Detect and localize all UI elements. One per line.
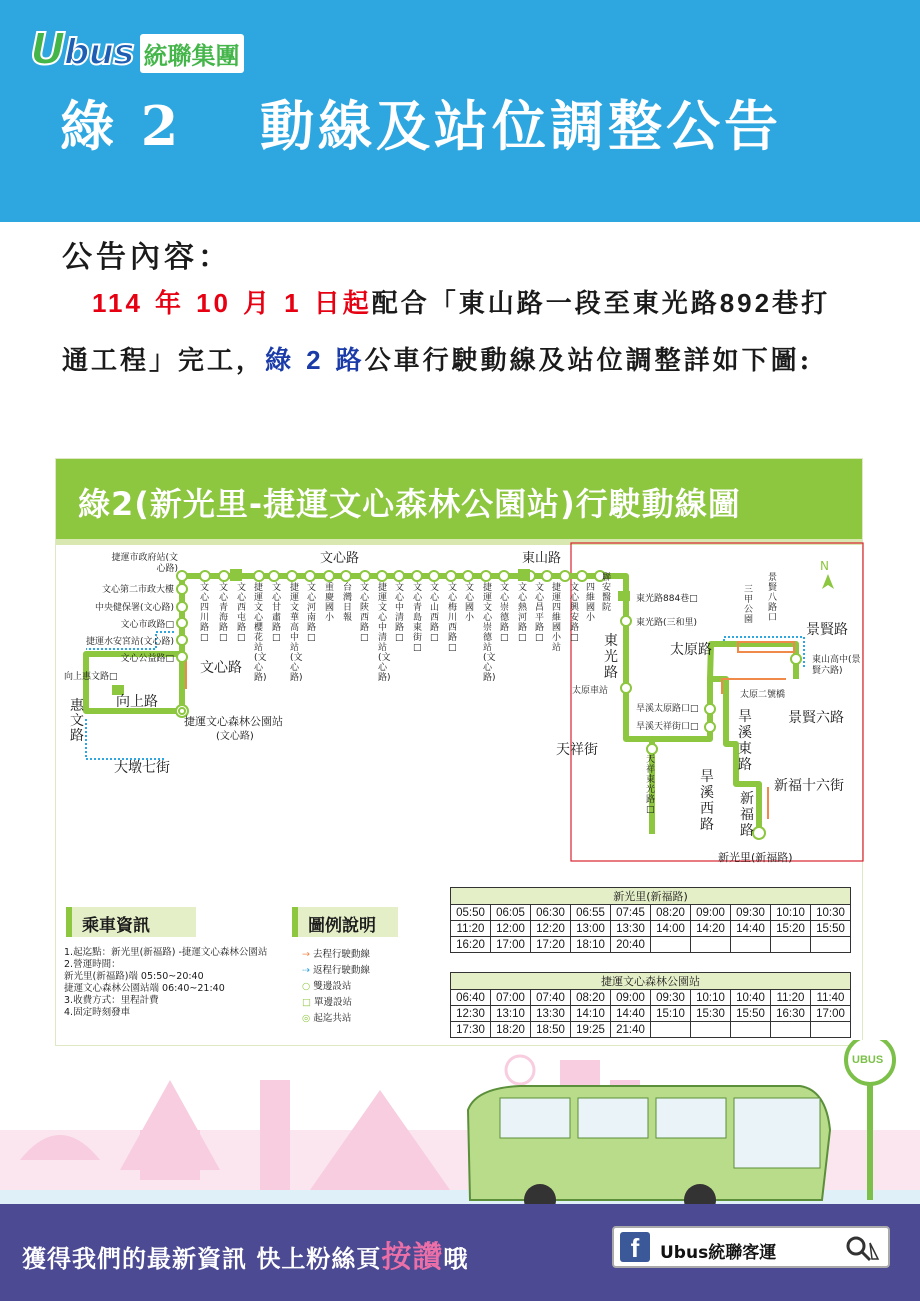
stop-label: 旱溪太原路口□ bbox=[636, 704, 699, 714]
terminal-mrt-sub: (文心路) bbox=[216, 731, 254, 742]
time-cell: 14:40 bbox=[611, 1006, 651, 1022]
legend-item bbox=[302, 1011, 370, 1027]
notice-text-4: 公車行駛動線及站位調整詳如下圖: bbox=[364, 346, 813, 376]
time-cell bbox=[691, 1022, 731, 1038]
stop-label: 文心熱河路□ bbox=[518, 583, 528, 643]
stop-label: 文心昌平路□ bbox=[535, 583, 545, 643]
time-cell: 11:40 bbox=[811, 990, 851, 1006]
rider-info-heading: 乘車資訊 bbox=[66, 907, 196, 937]
notice-day-unit: 日起 bbox=[313, 289, 372, 319]
stop-label: 天祥東光路□ bbox=[646, 755, 656, 815]
north-arrow bbox=[822, 574, 834, 589]
stop-label: 聯安醫院 bbox=[602, 573, 612, 613]
time-cell bbox=[651, 1022, 691, 1038]
time-cell bbox=[731, 937, 771, 953]
table-row bbox=[451, 937, 851, 953]
time-cell: 15:10 bbox=[651, 1006, 691, 1022]
time-cell bbox=[771, 1022, 811, 1038]
stop-label: 旱溪天祥街口□ bbox=[636, 722, 699, 732]
stop-label: 文心市政路□ bbox=[120, 620, 174, 630]
rider-info-line: 3.收費方式：里程計費 bbox=[64, 995, 159, 1006]
time-cell: 17:00 bbox=[491, 937, 531, 953]
time-cell: 12:30 bbox=[451, 1006, 491, 1022]
time-cell: 17:00 bbox=[811, 1006, 851, 1022]
legend-item bbox=[302, 995, 370, 1011]
time-cell: 10:10 bbox=[691, 990, 731, 1006]
time-cell: 09:00 bbox=[691, 905, 731, 921]
road-jingxian: 景賢路 bbox=[806, 622, 848, 638]
top-stop-labels bbox=[166, 573, 616, 703]
footer-text-c: 哦 bbox=[443, 1245, 469, 1273]
notice-year-unit: 年 bbox=[155, 289, 185, 319]
map-title: 綠2(新光里-捷運文心森林公園站)行駛動線圖 bbox=[78, 485, 741, 523]
stop-label: 東山高中(景賢六路) bbox=[812, 655, 861, 676]
notice-heading: 公告內容： bbox=[62, 240, 232, 275]
outbound-arrow-icon: → bbox=[302, 949, 310, 960]
time-cell: 12:00 bbox=[491, 921, 531, 937]
road-dongshan: 東山路 bbox=[522, 551, 562, 566]
rider-info-line: 4.固定時刻發車 bbox=[64, 1007, 131, 1018]
terminal-mrt: 捷運文心森林公園站 bbox=[184, 715, 283, 728]
time-cell: 12:20 bbox=[531, 921, 571, 937]
legend-heading: 圖例說明 bbox=[292, 907, 398, 937]
time-cell: 17:30 bbox=[451, 1022, 491, 1038]
time-cell: 07:00 bbox=[491, 990, 531, 1006]
road-dongguang: 東光路 bbox=[604, 633, 618, 681]
road-xinfu16: 新福十六街 bbox=[774, 778, 844, 794]
decorative-scenery bbox=[0, 1040, 920, 1204]
notice-route-b: 路 bbox=[335, 346, 365, 376]
notice-day: 1 bbox=[284, 288, 302, 318]
stop-label: 捷運文華高中站(文心路) bbox=[290, 583, 303, 683]
time-cell: 16:20 bbox=[451, 937, 491, 953]
notice-line-1 bbox=[92, 290, 830, 317]
time-cell: 14:00 bbox=[651, 921, 691, 937]
time-cell bbox=[651, 937, 691, 953]
ubus-logo bbox=[30, 24, 244, 75]
stop-label: 捷運文心中清站(文心路) bbox=[378, 583, 391, 683]
time-cell: 08:20 bbox=[571, 990, 611, 1006]
terminal-stop-icon: ◎ bbox=[302, 1013, 311, 1024]
time-cell: 15:30 bbox=[691, 1006, 731, 1022]
table-row bbox=[451, 905, 851, 921]
time-cell: 07:45 bbox=[611, 905, 651, 921]
route-map bbox=[55, 458, 863, 1046]
time-cell: 17:20 bbox=[531, 937, 571, 953]
time-cell: 13:30 bbox=[611, 921, 651, 937]
notice-lane: 892 bbox=[719, 288, 773, 318]
time-cell: 13:30 bbox=[531, 1006, 571, 1022]
notice-month: 10 bbox=[196, 288, 232, 318]
time-cell: 10:30 bbox=[811, 905, 851, 921]
road-wenxin-top: 文心路 bbox=[320, 551, 360, 566]
stop-label: 文心中清路□ bbox=[395, 583, 405, 643]
notice-month-unit: 月 bbox=[243, 289, 273, 319]
stop-label: 捷運文心櫻花站(文心路) bbox=[254, 583, 267, 683]
bus-illustration bbox=[468, 1086, 830, 1204]
legend-label: 返程行駛動線 bbox=[313, 965, 371, 976]
road-xinfu: 新福路 bbox=[740, 791, 754, 839]
road-hanxi-east: 旱溪東路 bbox=[738, 709, 752, 773]
legend-label: 單邊設站 bbox=[314, 997, 353, 1008]
stop-label: 台灣日報 bbox=[343, 583, 353, 623]
time-cell: 06:30 bbox=[531, 905, 571, 921]
road-hanxi-west: 旱溪西路 bbox=[700, 769, 714, 833]
time-cell bbox=[771, 937, 811, 953]
terminal-new: 新光里(新福路) bbox=[718, 851, 793, 864]
time-cell bbox=[811, 1022, 851, 1038]
footer-text-a: 獲得我們的最新資訊 快上粉絲頁 bbox=[22, 1245, 382, 1273]
stop-label: 景賢八路口 bbox=[768, 573, 778, 623]
table-row bbox=[451, 921, 851, 937]
stop-label: 向上惠文路□ bbox=[64, 672, 118, 682]
legend-item bbox=[302, 979, 370, 995]
time-cell: 16:30 bbox=[771, 1006, 811, 1022]
road-jingxian6: 景賢六路 bbox=[788, 710, 844, 726]
road-huiwen: 惠文路 bbox=[70, 698, 84, 744]
stop-label: 文心興安路□ bbox=[570, 583, 580, 643]
legend-label: 去程行駛動線 bbox=[313, 949, 371, 960]
stop-label: 文心青海路□ bbox=[219, 583, 229, 643]
rider-info-line: 捷運文心森林公園站端 06:40~21:40 bbox=[64, 983, 225, 994]
time-cell bbox=[731, 1022, 771, 1038]
legend-list bbox=[302, 947, 370, 1027]
stop-label: 文心陝西路□ bbox=[360, 583, 370, 643]
time-cell: 14:40 bbox=[731, 921, 771, 937]
stop-label: 捷運文心崇德站(文心路) bbox=[483, 583, 496, 683]
time-cell: 05:50 bbox=[451, 905, 491, 921]
title-route: 綠 2 bbox=[60, 94, 183, 158]
header-banner bbox=[0, 0, 920, 222]
ubus-sign-label: UBUS bbox=[852, 1054, 884, 1066]
notice-year: 114 bbox=[92, 288, 143, 318]
stop-label: 四維國小 bbox=[586, 583, 596, 623]
time-cell: 19:25 bbox=[571, 1022, 611, 1038]
time-cell: 08:20 bbox=[651, 905, 691, 921]
footer-text bbox=[22, 1232, 468, 1276]
time-cell: 11:20 bbox=[771, 990, 811, 1006]
footer-banner bbox=[0, 1204, 920, 1301]
stop-label: 中央健保署(文心路) bbox=[94, 603, 174, 613]
road-xiangshang: 向上路 bbox=[116, 694, 158, 710]
stop-label: 捷運四維國小站 bbox=[552, 583, 562, 653]
facebook-page-name: Ubus統聯客運 bbox=[660, 1243, 777, 1263]
rider-info-lines bbox=[64, 947, 267, 1019]
legend-label: 起迄共站 bbox=[313, 1013, 352, 1024]
stop-label: 文心四川路□ bbox=[200, 583, 210, 643]
rider-info-line: 1.起迄點：新光里(新福路) -捷運文心森林公園站 bbox=[64, 947, 268, 958]
time-cell: 13:10 bbox=[491, 1006, 531, 1022]
time-cell: 06:40 bbox=[451, 990, 491, 1006]
search-icon[interactable] bbox=[842, 1233, 882, 1265]
time-cell bbox=[811, 937, 851, 953]
legend-label: 雙邊設站 bbox=[313, 981, 352, 992]
stop-label: 文心河南路□ bbox=[307, 583, 317, 643]
stop-label: 東光路884巷□ bbox=[636, 594, 698, 604]
north-label: N bbox=[820, 559, 829, 573]
time-cell: 15:20 bbox=[771, 921, 811, 937]
logo-bus: bus bbox=[63, 32, 134, 73]
schedule-table-xinguang bbox=[450, 887, 851, 953]
rider-info-line: 2.營運時間： bbox=[64, 959, 121, 970]
time-cell: 10:40 bbox=[731, 990, 771, 1006]
time-cell: 18:20 bbox=[491, 1022, 531, 1038]
schedule-caption: 新光里(新福路) bbox=[451, 888, 851, 905]
legend-item bbox=[302, 963, 370, 979]
stop-label: 太原二號橋 bbox=[740, 690, 786, 700]
time-cell: 13:00 bbox=[571, 921, 611, 937]
time-cell: 09:30 bbox=[731, 905, 771, 921]
stop-label: 文心第二市政大樓 bbox=[101, 585, 174, 595]
time-cell: 15:50 bbox=[731, 1006, 771, 1022]
facebook-search-box[interactable] bbox=[612, 1226, 890, 1268]
road-dadun7: 大墩七街 bbox=[114, 760, 170, 776]
stop-label: 文心崇德路□ bbox=[500, 583, 510, 643]
time-cell: 06:05 bbox=[491, 905, 531, 921]
legend-item bbox=[302, 947, 370, 963]
notice-route-a: 綠 bbox=[265, 346, 295, 376]
facebook-icon: f bbox=[620, 1232, 650, 1262]
time-cell: 10:10 bbox=[771, 905, 811, 921]
schedule-caption: 捷運文心森林公園站 bbox=[451, 973, 851, 990]
footer-text-like: 按讚 bbox=[381, 1240, 444, 1275]
notice-text-2: 巷打 bbox=[772, 289, 831, 319]
stop-label: 捷運市政府站(文心路) bbox=[111, 553, 178, 574]
time-cell: 09:00 bbox=[611, 990, 651, 1006]
stop-label: 文心甘肅路□ bbox=[272, 583, 282, 643]
stop-label: 文心公益路□ bbox=[120, 654, 174, 664]
time-cell: 18:50 bbox=[531, 1022, 571, 1038]
time-cell: 07:40 bbox=[531, 990, 571, 1006]
road-tianxiang: 天祥街 bbox=[556, 742, 598, 758]
road-wenxin-left: 文心路 bbox=[200, 660, 242, 676]
time-cell: 09:30 bbox=[651, 990, 691, 1006]
table-row bbox=[451, 1022, 851, 1038]
table-row bbox=[451, 990, 851, 1006]
road-taiyuan: 太原路 bbox=[670, 642, 712, 658]
time-cell: 18:10 bbox=[571, 937, 611, 953]
stop-label: 文心青島東街□ bbox=[413, 583, 423, 653]
title-text: 動線及站位調整公告 bbox=[260, 94, 782, 158]
notice-text-1: 配合「東山路一段至東光路 bbox=[371, 289, 720, 319]
logo-u: U bbox=[30, 24, 64, 75]
stop-label: 東光路(三和里) bbox=[636, 618, 698, 628]
time-cell bbox=[691, 937, 731, 953]
notice-route-num: 2 bbox=[306, 345, 324, 375]
time-cell: 20:40 bbox=[611, 937, 651, 953]
double-stop-icon: ○ bbox=[302, 981, 311, 992]
notice-text-3: 通工程」完工， bbox=[62, 346, 266, 376]
rider-info-line: 新光里(新福路)端 05:50~20:40 bbox=[64, 971, 204, 982]
single-stop-icon: □ bbox=[302, 997, 311, 1008]
time-cell: 14:20 bbox=[691, 921, 731, 937]
stop-label: 文心西屯路□ bbox=[237, 583, 247, 643]
time-cell: 15:50 bbox=[811, 921, 851, 937]
stop-label: 文心梅川西路□ bbox=[448, 583, 458, 653]
schedule-table-mrt bbox=[450, 972, 851, 1038]
table-row bbox=[451, 1006, 851, 1022]
time-cell: 11:20 bbox=[451, 921, 491, 937]
stop-label: 捷運水安宮站(文心路) bbox=[85, 637, 174, 647]
time-cell: 14:10 bbox=[571, 1006, 611, 1022]
stop-label: 文心山西路□ bbox=[430, 583, 440, 643]
stop-label: 重慶國小 bbox=[325, 583, 335, 623]
return-arrow-icon: ⇢ bbox=[302, 965, 310, 976]
stop-label: 文心國小 bbox=[465, 583, 475, 623]
page-title bbox=[60, 84, 782, 161]
stop-label: 太原車站 bbox=[572, 686, 609, 696]
logo-group-name: 統聯集團 bbox=[140, 34, 244, 73]
notice-line-2 bbox=[62, 347, 812, 374]
time-cell: 21:40 bbox=[611, 1022, 651, 1038]
time-cell: 06:55 bbox=[571, 905, 611, 921]
stop-label: 三甲公園 bbox=[744, 585, 754, 625]
